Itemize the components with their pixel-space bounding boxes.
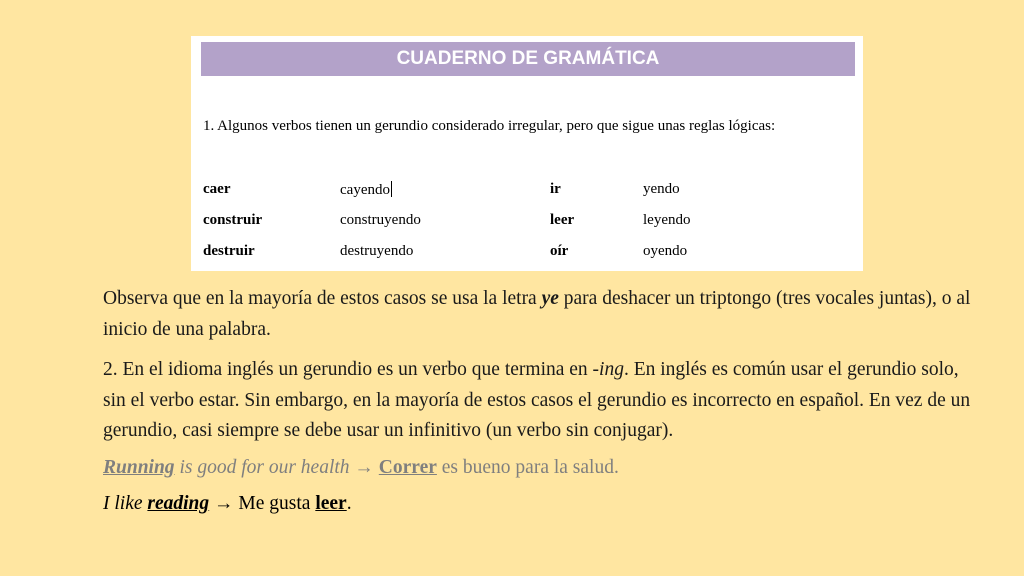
example-spanish-text: . — [346, 493, 352, 514]
verb-table-row — [191, 181, 863, 201]
paragraph-text: . En inglés es común usar el gerundio solo, sin el verbo estar. Sin embargo, en la mayoría de estos casos el gerundio es incorrecto en español. En vez de un gerundio, casi siempre se debe usar un infinitivo (un verbo sin conjugar). — [103, 359, 971, 441]
verb-gerund: yendo — [643, 181, 680, 197]
paragraph-triphthong — [103, 284, 983, 345]
example-spanish-text: Me gusta — [238, 493, 316, 514]
verb-gerund: destruyendo — [340, 243, 414, 259]
verb-infinitive: caer — [203, 181, 231, 197]
example-spanish-text: es bueno para la salud. — [436, 456, 619, 478]
explanation-text — [103, 284, 983, 520]
example-spanish-verb: leer — [315, 493, 347, 514]
card-intro-text: 1. Algunos verbos tienen un gerundio considerado irregular, pero que sigue unas reglas lógicas: — [203, 118, 776, 134]
verb-table-row — [191, 243, 863, 263]
verb-gerund — [340, 181, 392, 199]
verb-gerund: leyendo — [643, 212, 691, 228]
emphasis-ye: ye — [541, 288, 559, 309]
verb-gerund: oyendo — [643, 243, 688, 259]
emphasis-ing: ing — [599, 359, 624, 380]
example-english-verb: reading — [147, 493, 210, 514]
paragraph-text: Observa que en la mayoría de estos casos se usa la letra — [103, 288, 542, 309]
verb-infinitive: oír — [550, 243, 569, 259]
example-english-text: I like — [103, 493, 148, 514]
verb-infinitive: destruir — [203, 243, 255, 259]
verb-table-row — [191, 212, 863, 232]
verb-infinitive: construir — [203, 212, 263, 228]
verb-gerund: construyendo — [340, 212, 421, 228]
paragraph-text: 2. En el idioma inglés un gerundio es un verbo que termina en - — [103, 359, 600, 380]
paragraph-english-gerund — [103, 355, 983, 447]
verb-infinitive: ir — [550, 181, 561, 197]
example-running — [103, 453, 983, 484]
arrow: → — [349, 456, 379, 478]
example-reading — [103, 489, 983, 520]
example-english-verb: Running — [103, 456, 175, 478]
example-english-text: is good for our health — [174, 456, 350, 478]
example-spanish-verb: Correr — [378, 456, 437, 478]
paragraph-text: para deshacer un triptongo (tres vocales juntas), o al inicio de una palabra. — [103, 288, 971, 340]
verb-infinitive: leer — [550, 212, 575, 228]
text-cursor — [391, 181, 392, 197]
verb-gerund-text: cayendo — [340, 182, 390, 198]
arrow: → — [209, 493, 239, 514]
card-title: CUADERNO DE GRAMÁTICA — [201, 42, 855, 76]
grammar-notebook-card — [191, 36, 863, 271]
